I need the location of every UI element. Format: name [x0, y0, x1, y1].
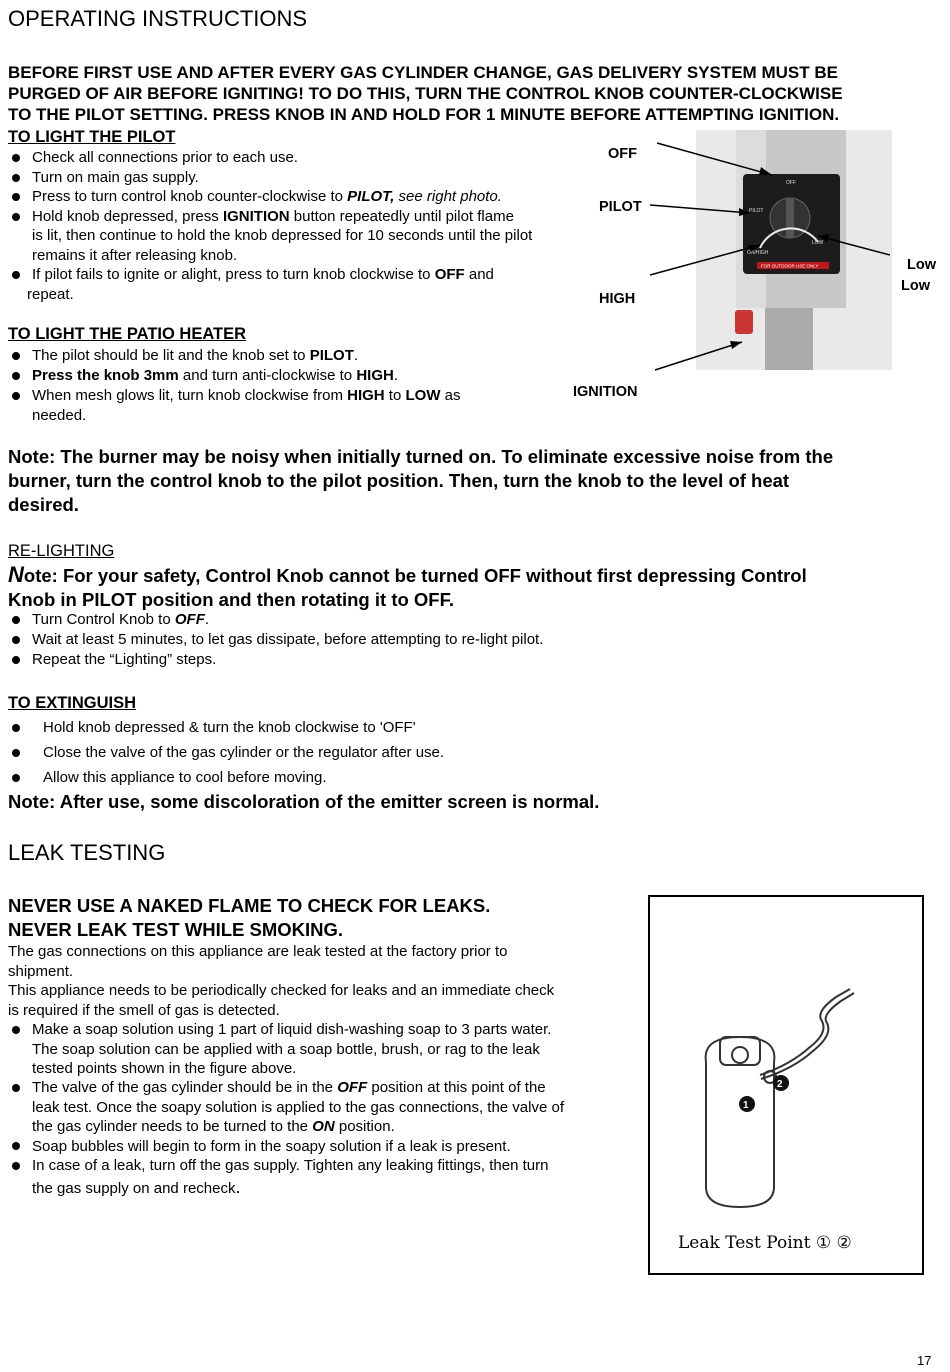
leak-step-1-cont2: tested points shown in the figure above. — [32, 1060, 297, 1077]
bullet-icon — [12, 656, 20, 664]
text: and turn anti-clockwise to — [178, 367, 357, 384]
relight-note-line-1 — [8, 563, 943, 588]
leak-test-figure — [648, 895, 924, 1275]
noise-note-line-2: burner, turn the control knob to the pilot position. Then, turn the knob to the level of heat — [8, 470, 790, 491]
low-keyword: LOW — [405, 387, 441, 404]
extinguish-step-3: Allow this appliance to cool before moving. — [43, 769, 327, 786]
leak-p1-line-2: shipment. — [8, 962, 74, 980]
knob-grip — [786, 198, 794, 238]
text: Press to turn control knob counter-clockwise to — [32, 188, 348, 205]
patio-section-title: TO LIGHT THE PATIO HEATER — [8, 325, 247, 343]
leak-warning-1: NEVER USE A NAKED FLAME TO CHECK FOR LEAKS. — [8, 895, 491, 916]
text: When mesh glows lit, turn knob clockwise from — [32, 387, 348, 404]
text: . — [204, 611, 210, 628]
leak-p2-line-1: This appliance needs to be periodically checked for leaks and an immediate check — [8, 982, 555, 999]
pilot-label: PILOT — [599, 199, 642, 215]
leak-p1-line-1: The gas connections on this appliance are leak tested at the factory prior to — [8, 943, 508, 960]
bullet-icon — [12, 749, 20, 757]
leak-step-4: In case of a leak, turn off the gas supply. Tighten any leaking fittings, then turn — [32, 1157, 549, 1174]
noise-note — [8, 445, 943, 517]
heater-control-photo — [560, 130, 950, 410]
ignition-label: IGNITION — [573, 384, 638, 400]
leak-p2-line-2: is required if the smell of gas is detected. — [8, 1001, 280, 1019]
relight-step-3: Repeat the “Lighting” steps. — [32, 651, 217, 668]
text: . — [235, 1177, 241, 1197]
pilot-step-4-cont: is lit, then continue to hold the knob depressed for 10 seconds until the pilot — [32, 227, 533, 244]
text: If pilot fails to ignite or alight, press to turn knob clockwise to — [32, 266, 435, 283]
text: the gas supply on and recheck — [32, 1180, 236, 1197]
off-label: OFF — [608, 146, 637, 162]
leak-step-2 — [32, 1078, 546, 1098]
bullet-icon — [12, 616, 20, 624]
extinguish-step-1: Hold knob depressed & turn the knob clockwise to 'OFF' — [43, 719, 416, 736]
purge-line-1: BEFORE FIRST USE AND AFTER EVERY GAS CYLINDER CHANGE, GAS DELIVERY SYSTEM MUST BE — [8, 63, 838, 82]
knob-off-mark: OFF — [786, 180, 796, 186]
low-label-2: Low — [901, 278, 930, 294]
purge-line-3: TO THE PILOT SETTING. PRESS KNOB IN AND HOLD FOR 1 MINUTE BEFORE ATTEMPTING IGNITION. — [8, 105, 840, 124]
patio-list — [8, 346, 568, 426]
bullet-icon — [12, 213, 20, 221]
pilot-step-2: Turn on main gas supply. — [32, 168, 199, 186]
cylinder-collar — [720, 1037, 760, 1065]
leak-step-4-cont — [32, 1178, 240, 1199]
relight-section-title: RE-LIGHTING — [8, 542, 115, 560]
leak-step-1: Make a soap solution using 1 part of liquid dish-washing soap to 3 parts water. — [32, 1021, 552, 1038]
bullet-icon — [12, 271, 20, 279]
high-label: HIGH — [599, 291, 636, 307]
bullet-icon — [12, 774, 20, 782]
text: as — [440, 387, 461, 404]
leak-step-2-cont2 — [32, 1117, 395, 1137]
high-keyword: HIGH — [356, 367, 394, 384]
purge-line-2: PURGED OF AIR BEFORE IGNITING! TO DO THIS, TURN THE CONTROL KNOB COUNTER-CLOCKWISE — [8, 84, 843, 103]
noise-note-line-3: desired. — [8, 494, 79, 515]
bullet-icon — [12, 174, 20, 182]
text: . — [353, 347, 359, 364]
bullet-icon — [12, 372, 20, 380]
bullet-icon — [12, 1084, 20, 1092]
leak-point-2-number: 2 — [777, 1079, 783, 1090]
off-keyword: OFF — [174, 611, 205, 628]
text: position. — [334, 1118, 395, 1135]
relight-note — [8, 563, 943, 612]
on-keyword: ON — [312, 1118, 335, 1135]
patio-step-3 — [32, 386, 461, 406]
press-keyword: Press the knob 3mm — [32, 367, 179, 384]
text: and — [464, 266, 494, 283]
text: position at this point of the — [367, 1079, 546, 1096]
leak-step-1-cont: The soap solution can be applied with a soap bottle, brush, or rag to the leak — [32, 1040, 540, 1058]
text: . — [393, 367, 398, 384]
pilot-step-4-cont2: remains it after releasing knob. — [32, 246, 238, 264]
off-keyword: OFF — [337, 1079, 368, 1096]
patio-step-2 — [32, 366, 398, 386]
purge-warning — [8, 62, 943, 125]
cylinder-shoulder — [706, 1037, 775, 1062]
off-keyword: OFF — [434, 266, 465, 283]
gas-cylinder-drawing — [650, 897, 922, 1227]
knob-high-mark: ON/HIGH — [747, 250, 769, 256]
bullet-icon — [12, 392, 20, 400]
text: see right photo. — [394, 188, 502, 205]
knob-low-mark: LOW — [812, 240, 824, 246]
extinguish-section-title: TO EXTINGUISH — [8, 694, 137, 712]
bullet-icon — [12, 1142, 20, 1150]
high-keyword: HIGH — [347, 387, 385, 404]
leak-warning-2: NEVER LEAK TEST WHILE SMOKING. — [8, 919, 344, 940]
heater-post — [765, 308, 813, 370]
low-label: Low — [907, 257, 936, 273]
pilot-section-title: TO LIGHT THE PILOT — [8, 128, 176, 146]
page-heading: OPERATING INSTRUCTIONS — [8, 6, 308, 31]
leak-body — [8, 942, 638, 1202]
bullet-icon — [12, 154, 20, 162]
bullet-icon — [12, 1162, 20, 1170]
pilot-step-1: Check all connections prior to each use. — [32, 149, 298, 166]
leak-step-2-cont: leak test. Once the soapy solution is applied to the gas connections, the valve of — [32, 1098, 564, 1116]
valve-wheel — [732, 1047, 748, 1063]
patio-step-3-cont: needed. — [32, 407, 87, 424]
leak-point-1-number: 1 — [743, 1100, 749, 1111]
text: to — [384, 387, 406, 404]
page-number: 17 — [917, 1353, 932, 1368]
bullet-icon — [12, 352, 20, 360]
pilot-keyword: PILOT, — [347, 188, 395, 205]
bullet-icon — [12, 636, 20, 644]
patio-step-1 — [32, 346, 358, 366]
text: The pilot should be lit and the knob set to — [32, 347, 310, 364]
bullet-icon — [12, 724, 20, 732]
leak-figure-caption: Leak Test Point ① ② — [678, 1233, 852, 1253]
text: Hold knob depressed, press — [32, 207, 223, 225]
text: N — [8, 562, 24, 587]
relight-list — [8, 610, 628, 670]
pilot-step-5-cont: repeat. — [27, 285, 74, 303]
pilot-step-5 — [32, 265, 494, 285]
knob-pilot-mark: PILOT — [749, 208, 764, 214]
text: The valve of the gas cylinder should be in the — [32, 1079, 338, 1096]
relight-note-line-2: Knob in PILOT position and then rotating it to OFF. — [8, 589, 454, 610]
ignition-keyword: IGNITION — [222, 207, 290, 225]
discoloration-note: Note: After use, some discoloration of the emitter screen is normal. — [8, 791, 600, 812]
cylinder-body — [706, 1062, 774, 1207]
pilot-step-3 — [32, 187, 502, 207]
extinguish-list — [8, 718, 608, 793]
pilot-step-4 — [32, 207, 514, 227]
ignition-button — [735, 310, 753, 334]
leak-step-3: Soap bubbles will begin to form in the soapy solution if a leak is present. — [32, 1137, 511, 1155]
warning-text: FOR OUTDOOR USE ONLY — [761, 263, 819, 269]
relight-step-1 — [32, 610, 209, 630]
pilot-keyword: PILOT — [309, 347, 354, 364]
text: ote: For your safety, Control Knob cannot be turned OFF without first depressing Control — [23, 565, 807, 586]
text: Turn Control Knob to — [32, 611, 175, 628]
text: the gas cylinder needs to be turned to the — [32, 1118, 313, 1135]
noise-note-line-1: Note: The burner may be noisy when initially turned on. To eliminate excessive noise from the — [8, 446, 834, 467]
bullet-icon — [12, 193, 20, 201]
extinguish-step-2: Close the valve of the gas cylinder or the regulator after use. — [43, 744, 445, 761]
bullet-icon — [12, 1026, 20, 1034]
leak-heading: LEAK TESTING — [8, 840, 166, 865]
relight-step-2: Wait at least 5 minutes, to let gas dissipate, before attempting to re-light pilot. — [32, 631, 544, 648]
text: button repeatedly until pilot flame — [289, 207, 514, 225]
